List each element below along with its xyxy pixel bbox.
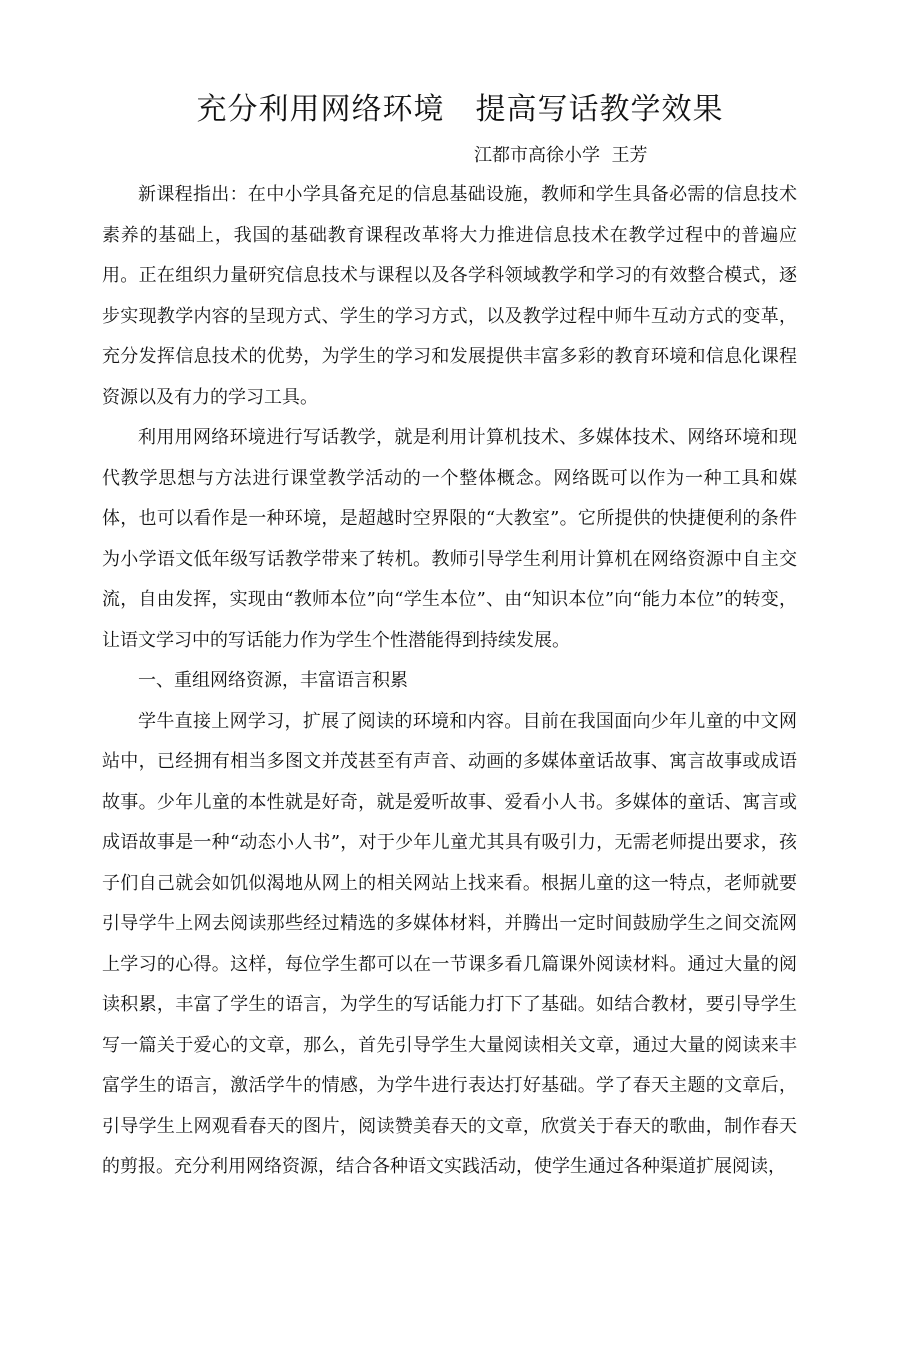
document-title: 充分利用网络环境 提高写话教学效果 [196, 92, 724, 127]
paragraph: 学牛直接上网学习，扩展了阅读的环境和内容。目前在我国面向少年儿童的中文网站中，已经拥有相当多图文并茂甚至有声音、动画的多媒体童话故事、寓言故事或成语故事。少年儿童的本性就是好奇，就是爱听故事、爱看小人书。多媒体的童话、寓言或成语故事是一种“动态小人书”，对于少年儿童尤其具有吸引力，无需老师提出要求，孩子们自己就会如饥似渴地从网上的相关网站上找来看。根据儿童的这一特点，老师就要引导学牛上网去阅读那些经过精选的多媒体材料，并腾出一定时间鼓励学生之间交流网上学习的心得。这样，每位学生都可以在一节课多看几篇课外阅读材料。通过大量的阅读积累，丰富了学生的语言，为学生的写话能力打下了基础。如结合教材，要引导学生写一篇关于爱心的文章，那么，首先引导学生大量阅读相关文章，通过大量的阅读来丰富学生的语言，激活学牛的情感，为学牛进行表达打好基础。学了春天主题的文章后，引导学生上网观看春天的图片，阅读赞美春天的文章，欣赏关于春天的歌曲，制作春天的剪报。充分利用网络资源，结合各种语文实践活动，使学生通过各种渠道扩展阅读， [102, 710, 797, 1177]
paragraph: 新课程指出：在中小学具备充足的信息基础设施，教师和学生具备必需的信息技术素养的基础上，我国的基础教育课程改革将大力推进信息技术在教学过程中的普遍应用。正在组织力量研究信息技术与课程以及各学科领域教学和学习的有效整合模式，逐步实现教学内容的呈现方式、学生的学习方式，以及教学过程中师牛互动方式的变革，充分发挥信息技术的优势，为学生的学习和发展提供丰富多彩的教育环境和信息化课程资源以及有力的学习工具。 [102, 184, 797, 408]
document-author: 江都市高徐小学 王芳 [474, 145, 648, 166]
paragraph: 利用用网络环境进行写话教学，就是利用计算机技术、多媒体技术、网络环境和现代教学思想与方法进行课堂教学活动的一个整体概念。网络既可以作为一种工具和媒体，也可以看作是一种环境，是超越时空界限的“大教室”。它所提供的快捷便利的条件为小学语文低年级写话教学带来了转机。教师引导学生利用计算机在网络资源中自主交流，自由发挥，实现由“教师本位”向“学生本位”、由“知识本位”向“能力本位”的转变，让语文学习中的写话能力作为学生个性潜能得到持续发展。 [102, 427, 797, 651]
section-heading: 一、重组网络资源，丰富语言积累 [138, 670, 408, 691]
document-body [102, 175, 797, 1188]
